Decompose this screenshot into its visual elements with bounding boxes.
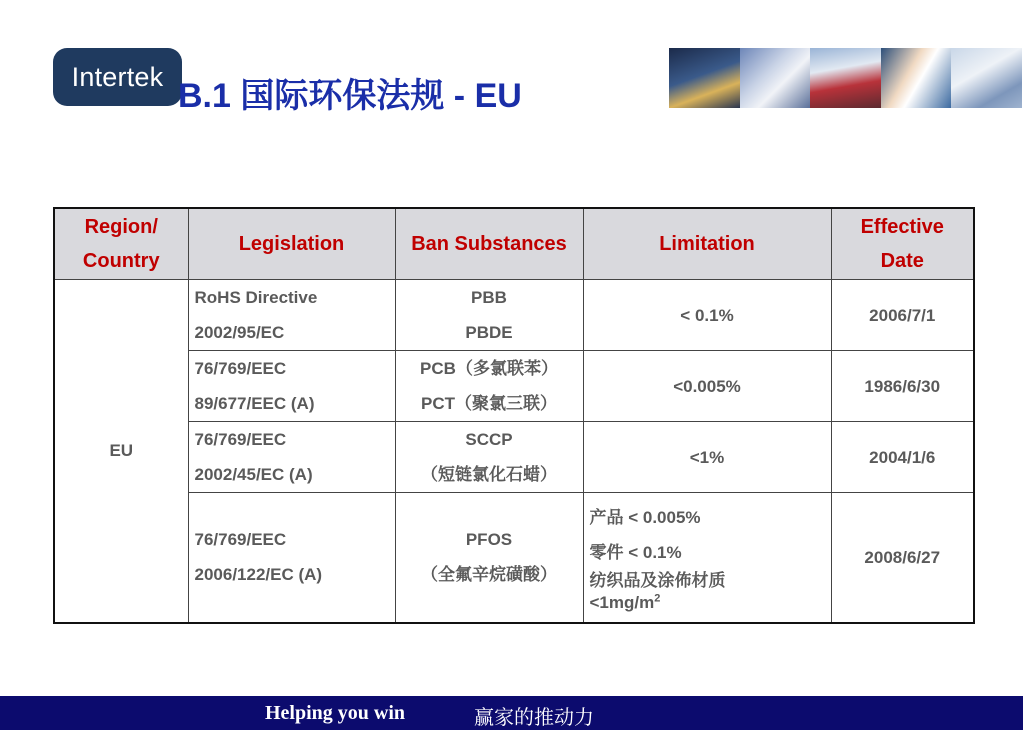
header-photo-strip (669, 48, 1022, 108)
legislation-cell (188, 280, 395, 351)
limitation-cell (583, 493, 831, 623)
substance-line: PCB（多氯联苯） (420, 359, 558, 378)
date-cell: 2006/7/1 (831, 280, 974, 351)
header-limitation: Limitation (583, 208, 831, 280)
table-header-row (54, 208, 974, 280)
limitation-unit: <1mg/m (589, 593, 655, 613)
header-region-country: Region/ Country (54, 208, 188, 280)
substance-line: SCCP (465, 430, 513, 449)
legislation-line: 89/677/EEC (A) (194, 394, 315, 413)
table-row (54, 351, 974, 422)
substance-line: PCT（聚氯三联） (421, 394, 557, 413)
unit-superscript: 2 (654, 592, 661, 605)
legislation-line: RoHS Directive (194, 288, 318, 307)
date-cell: 2004/1/6 (831, 422, 974, 493)
footer-slogan: Helping you win (265, 702, 406, 724)
substances-cell (395, 422, 583, 493)
legislation-line: 2002/45/EC (A) (194, 465, 313, 484)
header-effective-date: Effective Date (831, 208, 974, 280)
region-cell: EU (54, 280, 188, 623)
date-cell: 1986/6/30 (831, 351, 974, 422)
substance-line: PBB (471, 288, 507, 307)
laboratory-photo (740, 48, 811, 108)
table-row (54, 493, 974, 623)
footer-bar (0, 696, 1023, 730)
legislation-line: 76/769/EEC (194, 430, 287, 449)
limitation-cell: < 0.1% (583, 280, 831, 351)
logo-text: Intertek (71, 61, 164, 92)
legislation-cell (188, 493, 395, 623)
substances-cell (395, 280, 583, 351)
substances-cell (395, 493, 583, 623)
limitation-cell: <0.005% (583, 351, 831, 422)
ship-photo (810, 48, 881, 108)
legislation-cell (188, 351, 395, 422)
limitation-line: 零件 < 0.1% (589, 543, 682, 563)
substance-line: （短链氯化石蜡） (421, 465, 557, 484)
substance-line: PBDE (465, 323, 513, 342)
legislation-cell (188, 422, 395, 493)
page-title: B.1 国际环保法规 - EU (178, 77, 522, 115)
limitation-line: 产品 < 0.005% (589, 508, 701, 528)
regulations-table (53, 207, 975, 624)
limitation-cell: <1% (583, 422, 831, 493)
table-row (54, 422, 974, 493)
date-cell: 2008/6/27 (831, 493, 974, 623)
technician-photo (881, 48, 952, 108)
intertek-logo (53, 48, 182, 106)
legislation-line: 2006/122/EC (A) (194, 565, 323, 585)
legislation-line: 2002/95/EC (194, 323, 285, 342)
legislation-line: 76/769/EEC (194, 530, 287, 550)
header-ban-substances: Ban Substances (395, 208, 583, 280)
footer-slogan-cn: 赢家的推动力 (474, 705, 594, 729)
limitation-line (590, 592, 825, 614)
legislation-line: 76/769/EEC (194, 359, 287, 378)
table-row (54, 280, 974, 351)
limitation-line: 纺织品及涂佈材质 (589, 571, 726, 591)
substance-line: PFOS (465, 530, 513, 550)
substance-line: （全氟辛烷磺酸） (421, 565, 557, 585)
substances-cell (395, 351, 583, 422)
lab-equipment-photo (951, 48, 1022, 108)
header-legislation: Legislation (188, 208, 395, 280)
refinery-photo (669, 48, 740, 108)
